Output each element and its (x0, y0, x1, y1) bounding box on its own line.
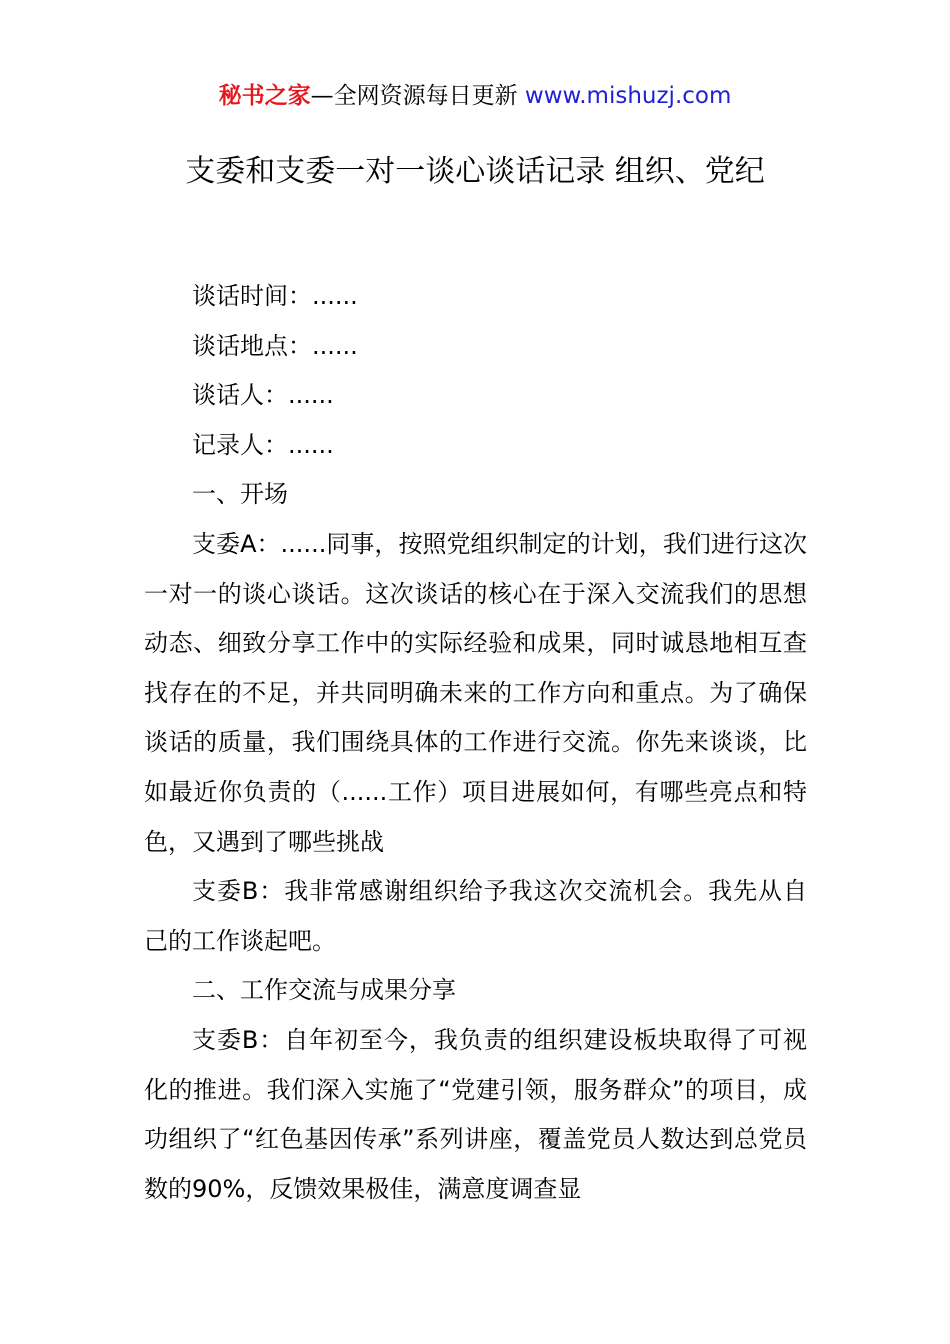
site-tagline: —全网资源每日更新 (310, 83, 525, 109)
site-brand: 秘书之家 (218, 83, 311, 109)
paragraph-member-b-achievements: 支委B：自年初至今，我负责的组织建设板块取得了可视化的推进。我们深入实施了“党建引领，服务群众”的项目，成功组织了“红色基因传承”系列讲座，覆盖党员人数达到总党员数的90%，反馈效果极佳，满意度调查显 (144, 1025, 807, 1203)
meta-talk-time: 谈话时间：...... (192, 282, 358, 310)
section-heading-opening: 一、开场 (192, 480, 288, 509)
site-url-link[interactable]: www.mishuzj.com (524, 83, 732, 109)
document-body (144, 272, 807, 1214)
paragraph-member-b-thanks: 支委B：我非常感谢组织给予我这次交流机会。我先从自己的工作谈起吧。 (144, 877, 807, 955)
meta-recorder: 记录人：...... (192, 430, 334, 459)
paragraph-member-a-opening: 支委A：......同事，按照党组织制定的计划，我们进行这次一对一的谈心谈话。这次谈话的核心在于深入交流我们的思想动态、细致分享工作中的实际经验和成果，同时诚恳地相互查找存在的不足，并共同明确未来的工作方向和重点。为了确保谈话的质量，我们围绕具体的工作进行交流。你先来谈谈，比如最近你负责的（......工作）项目进展如何，有哪些亮点和特色，又遇到了哪些挑战 (144, 529, 807, 856)
meta-talk-location: 谈话地点：...... (192, 331, 358, 360)
meta-talker: 谈话人：...... (192, 381, 334, 410)
site-header (0, 80, 950, 112)
section-heading-work-exchange: 二、工作交流与成果分享 (192, 976, 456, 1005)
document-title: 支委和支委一对一谈心谈话记录 组织、党纪 (185, 154, 765, 189)
